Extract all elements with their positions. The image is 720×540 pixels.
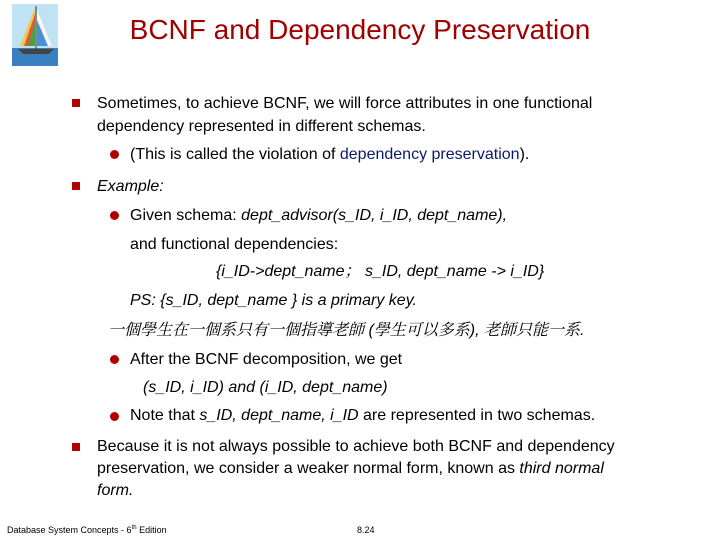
bullet-dot-icon (110, 211, 119, 220)
bullet-1-line-1: Sometimes, to achieve BCNF, we will force attributes in one functional (97, 95, 593, 112)
decomposition-result-text: (s_ID, i_ID) and (i_ID, dept_name) (143, 379, 388, 396)
decomposition-result (143, 378, 388, 398)
bullet-square-icon (72, 182, 80, 190)
bullet-dot-icon (110, 355, 119, 364)
note-attributes: s_ID, dept_name, i_ID (199, 407, 359, 424)
bullet-dot-icon (110, 412, 119, 421)
fd-formula-line (216, 262, 544, 282)
dependency-preservation-term: dependency preservation (339, 146, 520, 163)
third-normal-form-term: third normal (519, 460, 604, 477)
chinese-note-text: 一個學生在一個系只有一個指導老師 (學生可以多系), 老師只能一系. (108, 322, 585, 339)
slide-title: BCNF and Dependency Preservation (129, 14, 591, 45)
bullet-3-line-2-text: preservation, we consider a weaker normal form, known as (97, 460, 520, 477)
note-text-c: are represented in two schemas. (358, 407, 596, 424)
bullet-3-line-3-text: form. (97, 482, 134, 499)
footer-book-title (7, 525, 167, 535)
bullet-square-icon (72, 99, 80, 107)
footer-page-number: 8.24 (357, 525, 375, 535)
example-label-text: Example: (97, 178, 164, 195)
bullet-3-line-1: Because it is not always possible to achieve both BCNF and dependency (97, 438, 615, 455)
fd-intro-line: and functional dependencies: (130, 236, 339, 253)
bullet-1-sub (130, 145, 529, 165)
bullet-3-line-2 (97, 459, 604, 479)
bullet-1-line-2: dependency represented in different schemas. (97, 118, 426, 135)
after-decomposition-line: After the BCNF decomposition, we get (130, 351, 403, 368)
bullet-1-sub-text-a: (This is called the violation of (130, 146, 340, 163)
example-label (97, 177, 164, 197)
given-schema-value: dept_advisor(s_ID, i_ID, dept_name), (241, 207, 508, 224)
bullet-dot-icon (110, 150, 119, 159)
bullet-square-icon (72, 443, 80, 451)
footer-edition-sup: th (131, 525, 137, 531)
bullet-1-sub-text-b: ). (519, 146, 530, 163)
fd-formula: {i_ID->dept_name； s_ID, dept_name -> i_ID} (216, 263, 545, 280)
bullet-3-line-3 (97, 481, 133, 501)
given-schema-line (130, 206, 507, 226)
primary-key-text: PS: {s_ID, dept_name } is a primary key. (130, 292, 417, 309)
footer-book-title-b: Edition (136, 525, 167, 535)
footer-book-title-a: Database System Concepts - 6 (7, 525, 132, 535)
primary-key-note (130, 291, 417, 311)
note-line (130, 406, 595, 426)
chinese-note (108, 321, 584, 341)
given-schema-label: Given schema: (130, 207, 242, 224)
note-text-a: Note that (130, 407, 200, 424)
